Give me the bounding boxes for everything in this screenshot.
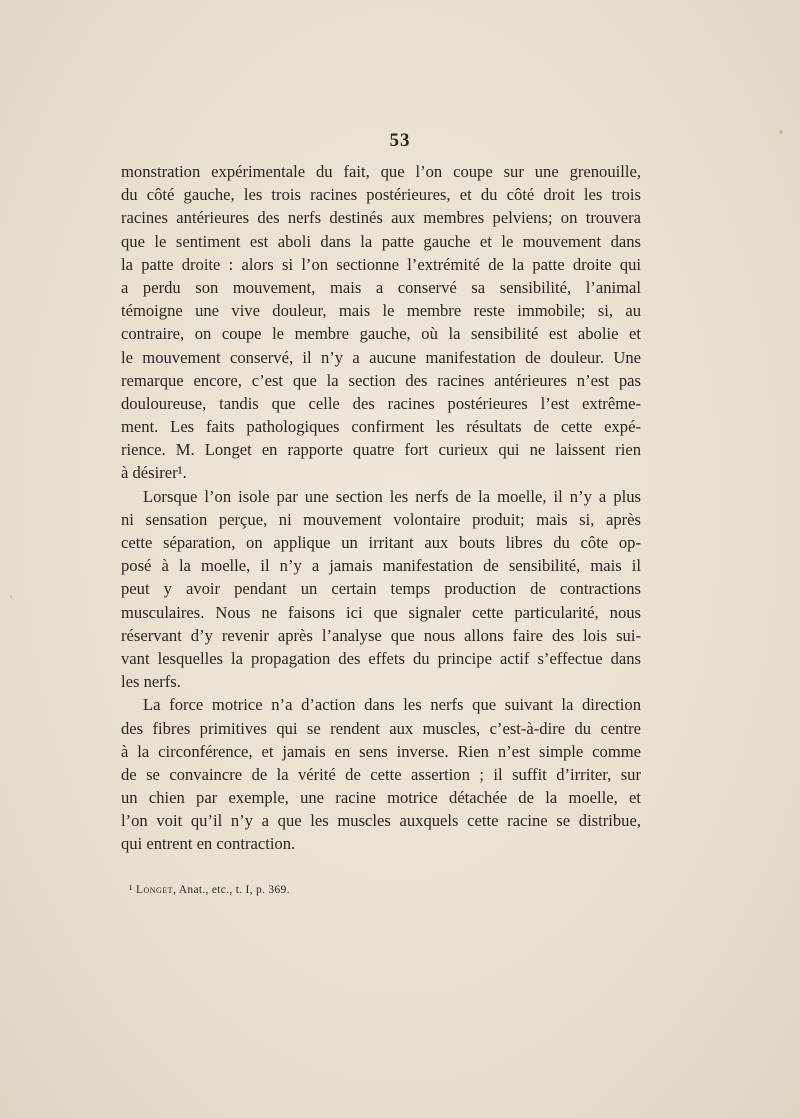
text-line: a perdu son mouvement, mais a conservé sa sensibilité, l’animal — [121, 277, 641, 297]
text-line: contraire, on coupe le membre gauche, où la sensibilité est abolie et — [121, 324, 641, 344]
text-line: remarque encore, c’est que la section des racines antérieures n’est pas — [121, 370, 641, 390]
text-line: à la circonférence, et jamais en sens inverse. Rien n’est simple comme — [121, 741, 641, 761]
text-line: la patte droite : alors si l’on sectionne l’extrémité de la patte droite qui — [121, 254, 641, 274]
text-line: le mouvement conservé, il n’y a aucune manifestation de douleur. Une — [121, 347, 641, 367]
paragraph — [121, 160, 641, 485]
text-line: qui entrent en contraction. — [121, 834, 296, 854]
text-line: douloureuse, tandis que celle des racines postérieures l’est extrême- — [121, 393, 641, 413]
text-line: monstration expérimentale du fait, que l’on coupe sur une grenouille, — [121, 162, 641, 181]
footnote-author: Longet — [135, 884, 174, 896]
text-line: racines antérieures des nerfs destinés aux membres pelviens; on trouvera — [121, 208, 641, 228]
text-line: un chien par exemple, une racine motrice détachée de la moelle, et — [121, 788, 641, 808]
text-line: ni sensation perçue, ni mouvement volontaire produit; mais si, après — [121, 509, 641, 529]
text-line: cette séparation, on applique un irritant aux bouts libres du côte op- — [121, 533, 641, 552]
paragraph — [121, 485, 641, 694]
text-line: que le sentiment est aboli dans la patte gauche et le mouvement dans — [121, 231, 641, 251]
text-line: La force motrice n’a d’action dans les nerfs que suivant la direction — [143, 695, 641, 715]
page-number: 53 — [389, 130, 411, 151]
text-line: rience. M. Longet en rapporte quatre fort curieux qui ne laissent rien — [121, 440, 641, 460]
text-line: l’on voit qu’il n’y a que les muscles auxquels cette racine se distribue, — [121, 811, 641, 831]
text-line: les nerfs. — [121, 672, 181, 692]
text-line: des fibres primitives qui se rendent aux muscles, c’est-à-dire du centre — [121, 718, 641, 738]
text-line: réservant d’y revenir après l’analyse que nous allons faire des lois sui- — [121, 625, 641, 645]
footnote — [129, 884, 290, 896]
paper-speck — [10, 595, 12, 598]
paragraph — [121, 693, 641, 855]
text-line: vant lesquelles la propagation des effets du principe actif s’effectue dans — [121, 648, 641, 668]
text-line: Lorsque l’on isole par une section les nerfs de la moelle, il n’y a plus — [143, 486, 641, 506]
footnote-reference: , Anat., etc., t. I, p. 369. — [173, 884, 290, 896]
text-line: musculaires. Nous ne faisons ici que signaler cette particularité, nous — [121, 602, 641, 622]
text-line: à désirer¹. — [121, 463, 187, 483]
body-text — [121, 160, 641, 856]
text-line: ment. Les faits pathologiques confirment les résultats de cette expé- — [121, 417, 641, 437]
text-line: du côté gauche, les trois racines postérieures, et du côté droit les trois — [121, 185, 641, 205]
text-line: témoigne une vive douleur, mais le membre reste immobile; si, au — [121, 301, 641, 321]
footnote-marker: ¹ — [129, 884, 133, 896]
text-line: de se convaincre de la vérité de cette assertion ; il suffit d’irriter, sur — [121, 764, 641, 784]
text-line: peut y avoir pendant un certain temps production de contractions — [121, 579, 641, 599]
text-line: posé à la moelle, il n’y a jamais manifestation de sensibilité, mais il — [121, 556, 641, 576]
